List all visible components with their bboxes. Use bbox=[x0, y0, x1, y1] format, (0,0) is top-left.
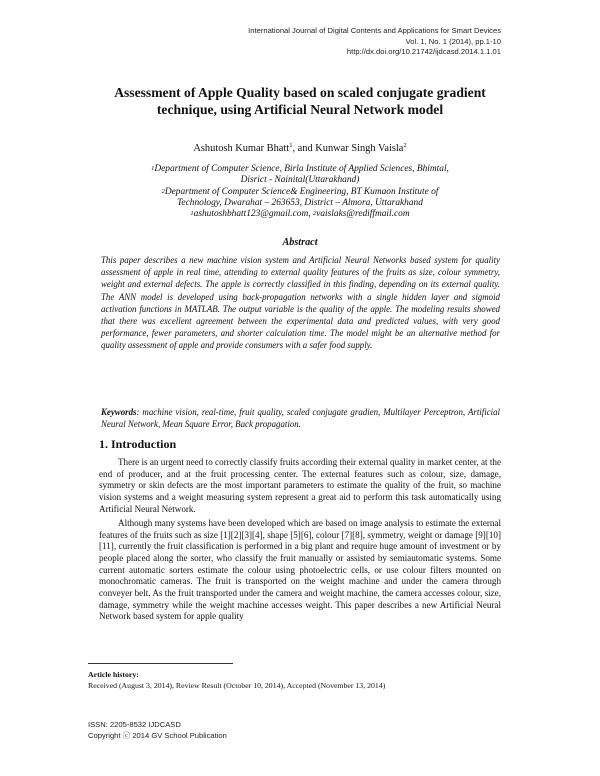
affiliation-2-mark: 2 bbox=[161, 187, 165, 195]
author-1-mark: 1 bbox=[289, 142, 293, 149]
author-2-name: Kunwar Singh Vaisla bbox=[315, 143, 404, 154]
affiliations bbox=[80, 164, 520, 220]
abstract-heading: Abstract bbox=[282, 237, 318, 248]
footnote-divider bbox=[88, 663, 233, 664]
article-history-heading: Article history: bbox=[88, 670, 139, 679]
affiliation-1-line-1 bbox=[80, 164, 520, 175]
keywords-label: Keywords bbox=[101, 407, 137, 417]
author-emails bbox=[80, 209, 520, 220]
email-1-mark: 1 bbox=[190, 210, 194, 218]
affiliation-1-line-2: Disrict - Nainital(Uttarakhand) bbox=[240, 175, 360, 186]
page-footer bbox=[88, 720, 227, 741]
footer-issn: ISSN: 2205-8532 IJDCASD bbox=[88, 720, 181, 729]
affiliation-1-mark: 1 bbox=[151, 165, 155, 172]
section-heading-introduction: 1. Introduction bbox=[99, 437, 177, 451]
keywords bbox=[101, 406, 500, 430]
affiliation-2-text: Department of Computer Science& Engineering, BT Kumaon Institute of bbox=[164, 186, 439, 197]
abstract-text: This paper describes a new machine vision system and Artificial Neural Networks based system for quality assessment of apple in real time, attending to external quality features of the fruits as size, colour symmetry, weight and external defects. The apple is correctly classified in this finding, depending on its external quality. The ANN model is developed using back-propagation networks with a single hidden layer and sigmoid activation functions in MATLAB. The output variable is the quality of the apple. The modeling results showed that there was excellent agreement between the experimental data and predicted values, with very good performance, fewer parameters, and shorter calculation time. The model might be an alternative method for quality assessment of apple and provide consumers with a safer food supply. bbox=[101, 255, 500, 351]
journal-doi[interactable]: http://dx.doi.org/10.21742/ijdcasd.2014.1.1.01 bbox=[346, 47, 501, 56]
email-2-mark: 2 bbox=[312, 210, 317, 218]
footer-copyright: Copyright ⓒ 2014 GV School Publication bbox=[88, 730, 227, 740]
title-line-2: technique, using Artificial Neural Network model bbox=[156, 102, 444, 117]
keywords-text: : machine vision, real-time, fruit quality, scaled conjugate gradien, Multilayer Perceptron, Artificial Neural Network, Mean Square Error, Back propagation. bbox=[101, 407, 500, 430]
intro-paragraph-2: Although many systems have been developed which are based on image analysis to estimate the external features of the fruits such as size [1][2][3][4], shape [5][6], colour [7][8], symmetry, weight or damage [9][10][11], currently the fruit classification is performed in a big plant and require huge amount of investment or by people placed along the sorter, who classify the fruit manually or assisted by semiautomatic systems. Some current automatic sorters estimate the colour using photoelectric cells, or use colour filters mounted on monochromatic cameras. The fruit is transported on the weight machine and under the camera through conveyer belt. As the fruit transported under the camera and weight machine, the camera accesses colour, size, damage, symmetry while the weight machine accesses weight. This paper describes a new Artificial Neural Network based system for apple quality bbox=[99, 518, 501, 622]
email-1[interactable]: ashutoshbhatt123@gmail.com, bbox=[193, 209, 313, 220]
paper-title bbox=[80, 84, 520, 118]
author-separator: , and bbox=[292, 143, 316, 154]
affiliation-2-line-2: Technology, Dwarahat – 263653, District – Almora, Uttarakhand bbox=[177, 197, 423, 208]
affiliation-2-line-1 bbox=[80, 187, 520, 198]
email-2[interactable]: vaislaks@rediffmail.com bbox=[316, 209, 410, 220]
author-2-mark: 2 bbox=[403, 142, 407, 149]
title-line-1: Assessment of Apple Quality based on scaled conjugate gradient bbox=[114, 85, 486, 100]
journal-name: International Journal of Digital Contents and Applications for Smart Devices bbox=[248, 26, 501, 35]
intro-paragraph-1: There is an urgent need to correctly classify fruits according their external quality in market center, at the end of producer, and at the fruit processing center. The external features such as colour, size, damage, symmetry or skin defects are the most important parameters to estimate the quality of the fruit, so machine vision systems and a weight measuring system represent a great aid to perform this task automatically using Artificial Neural Network. bbox=[99, 457, 501, 514]
affiliation-1-text: Department of Computer Science, Birla Institute of Applied Sciences, Bhimtal, bbox=[154, 164, 449, 174]
article-history-text: Received (August 3, 2014), Review Result (October 10, 2014), Accepted (November 13, 2014) bbox=[88, 681, 386, 690]
journal-header bbox=[248, 26, 501, 58]
author-1-name: Ashutosh Kumar Bhatt bbox=[193, 143, 290, 154]
author-list bbox=[80, 143, 520, 154]
journal-volume: Vol. 1, No. 1 (2014), pp.1-10 bbox=[405, 36, 501, 46]
